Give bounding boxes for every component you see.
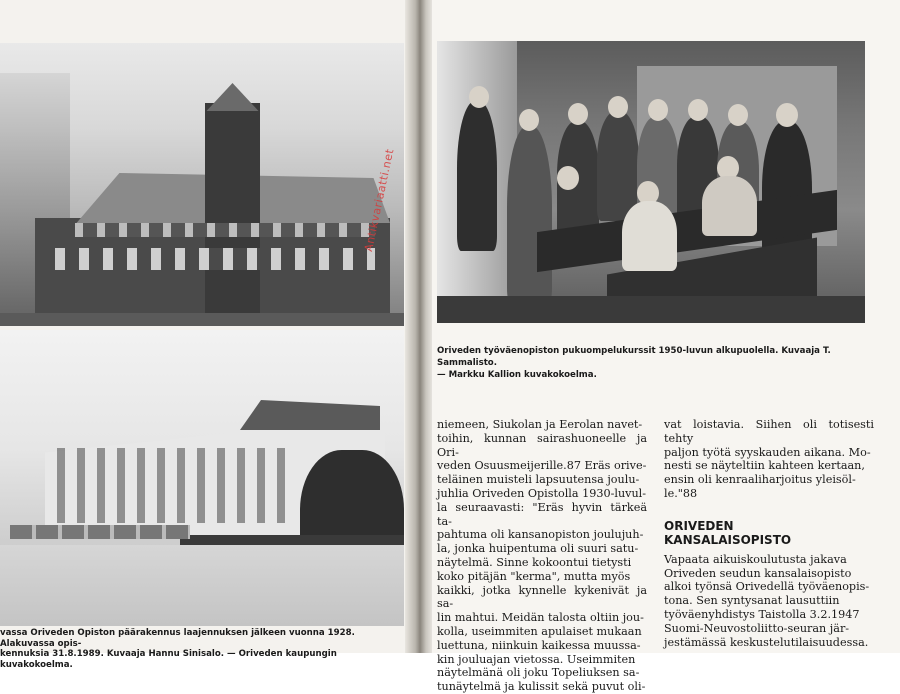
col1-line: toihin, kunnan sairashuoneelle ja Ori- [437, 431, 647, 459]
col1-line: lin mahtui. Meidän talosta oltiin jou- [437, 611, 644, 625]
col1-line: veden Osuusmeijerille.87 Eräs orive- [437, 459, 647, 473]
section-heading: ORIVEDEN KANSALAISOPISTO [664, 518, 792, 547]
col1-line: kaikki, jotka kynnelle kykenivät ja sa- [437, 583, 647, 611]
col1-line: tunäytelmä ja kulissit sekä puvut oli- [437, 680, 646, 694]
left-page [0, 0, 410, 670]
text-column-2 [664, 418, 874, 649]
col2-line: Vapaata aikuiskoulutusta jakava [664, 552, 847, 566]
col1-line: pahtuma oli kansanopiston joulujuh- [437, 528, 644, 542]
col1-line: näytelmänä oli joku Topeliuksen sa- [437, 666, 640, 680]
left-photo-caption: vassa Oriveden Opiston päärakennus laajennuksen jälkeen vuonna 1928. Alakuvassa opis- kennuksia 31.8.1989. Kuvaaja Hannu Sinisalo. — Oriveden kaupungin kuvakokoelma. [0, 628, 355, 670]
new-building-photo [0, 330, 404, 626]
col2-line: alkoi työnsä Orivedellä työväenopis- [664, 580, 870, 594]
col1-line: la, jonka huipentuma oli suuri satu- [437, 542, 639, 556]
col2-line: tona. Sen syntysanat lausuttiin [664, 594, 840, 608]
col2-line: paljon työtä syyskauden aikana. Mo- [664, 445, 871, 459]
col2-line: työväenyhdistys Taistolla 3.2.1947 [664, 607, 860, 621]
col1-line: koko pitäjän "kerma", mutta myös [437, 569, 631, 583]
col2-line: le."88 [664, 486, 698, 500]
col1-line: la seuraavasti: "Eräs hyvin tärkeä ta- [437, 500, 647, 528]
col2-line: nesti se näyteltiin kahteen kertaan, [664, 459, 865, 473]
col2-line: jestämässä keskustelutilaisuudessa. [664, 635, 869, 649]
col1-line: teläinen muisteli lapsuutensa joulu- [437, 473, 640, 487]
col2-line: ensin oli kenraaliharjoitus yleisöl- [664, 473, 856, 487]
right-photo-caption: Oriveden työväenopiston pukuompelukurssit 1950-luvun alkupuolella. Kuvaaja T. Sammalisto. — Markku Kallion kuvakokoelma. [437, 346, 831, 380]
watermark-text: Antikvariaatti.net [362, 147, 397, 253]
old-main-building-photo [0, 43, 404, 326]
col2-line: Oriveden seudun kansalaisopisto [664, 566, 852, 580]
col1-line: juhlia Oriveden Opistolla 1930-luvul- [437, 486, 647, 500]
col1-line: niemeen, Siukolan ja Eerolan navet- [437, 418, 643, 431]
col1-line: kolla, useimmiten apulaiset mukaan [437, 624, 642, 638]
col2-line: vat loistavia. Siihen oli totisesti tehty [664, 418, 874, 445]
sewing-class-photo [437, 41, 865, 323]
col1-line: näytelmä. Sinne kokoontui tietysti [437, 555, 632, 569]
col1-line: kin jouluajan vietossa. Useimmiten [437, 652, 636, 666]
col1-line: luettuna, niinkuin kaikessa muussa- [437, 638, 641, 652]
book-gutter [405, 0, 435, 653]
col2-line: Suomi-Neuvostoliitto-seuran jär- [664, 621, 850, 635]
